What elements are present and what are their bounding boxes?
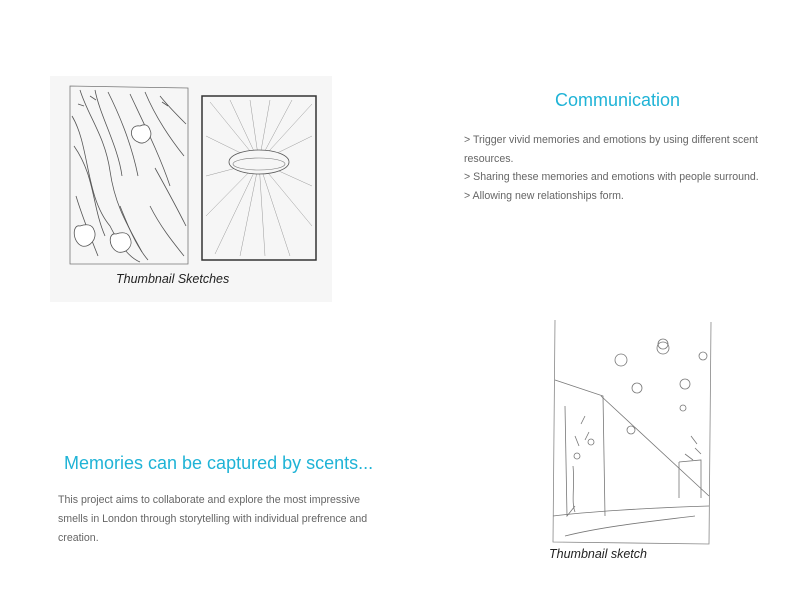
thumbnail-sketches-caption: Thumbnail Sketches: [116, 272, 230, 286]
thumbnail-sketch-caption: Thumbnail sketch: [549, 547, 647, 561]
communication-title: Communication: [555, 90, 681, 110]
thumbnail-sketches-drawing: [50, 76, 332, 302]
communication-bullet-list: [464, 131, 774, 205]
thumbnail-sketch-drawing: [545, 316, 715, 548]
memories-title: Memories can be captured by scents...: [64, 453, 374, 473]
communication-bullet: > Trigger vivid memories and emotions by using different scent resources.: [464, 134, 758, 165]
thumbnail-sketches-panel: [50, 76, 332, 302]
memories-paragraph: This project aims to collaborate and explore the most impressive smells in London through storytelling with individual prefrence and creation.: [58, 494, 368, 544]
communication-bullet: > Sharing these memories and emotions with people surround.: [464, 171, 759, 183]
communication-bullet: > Allowing new relationships form.: [464, 189, 624, 202]
